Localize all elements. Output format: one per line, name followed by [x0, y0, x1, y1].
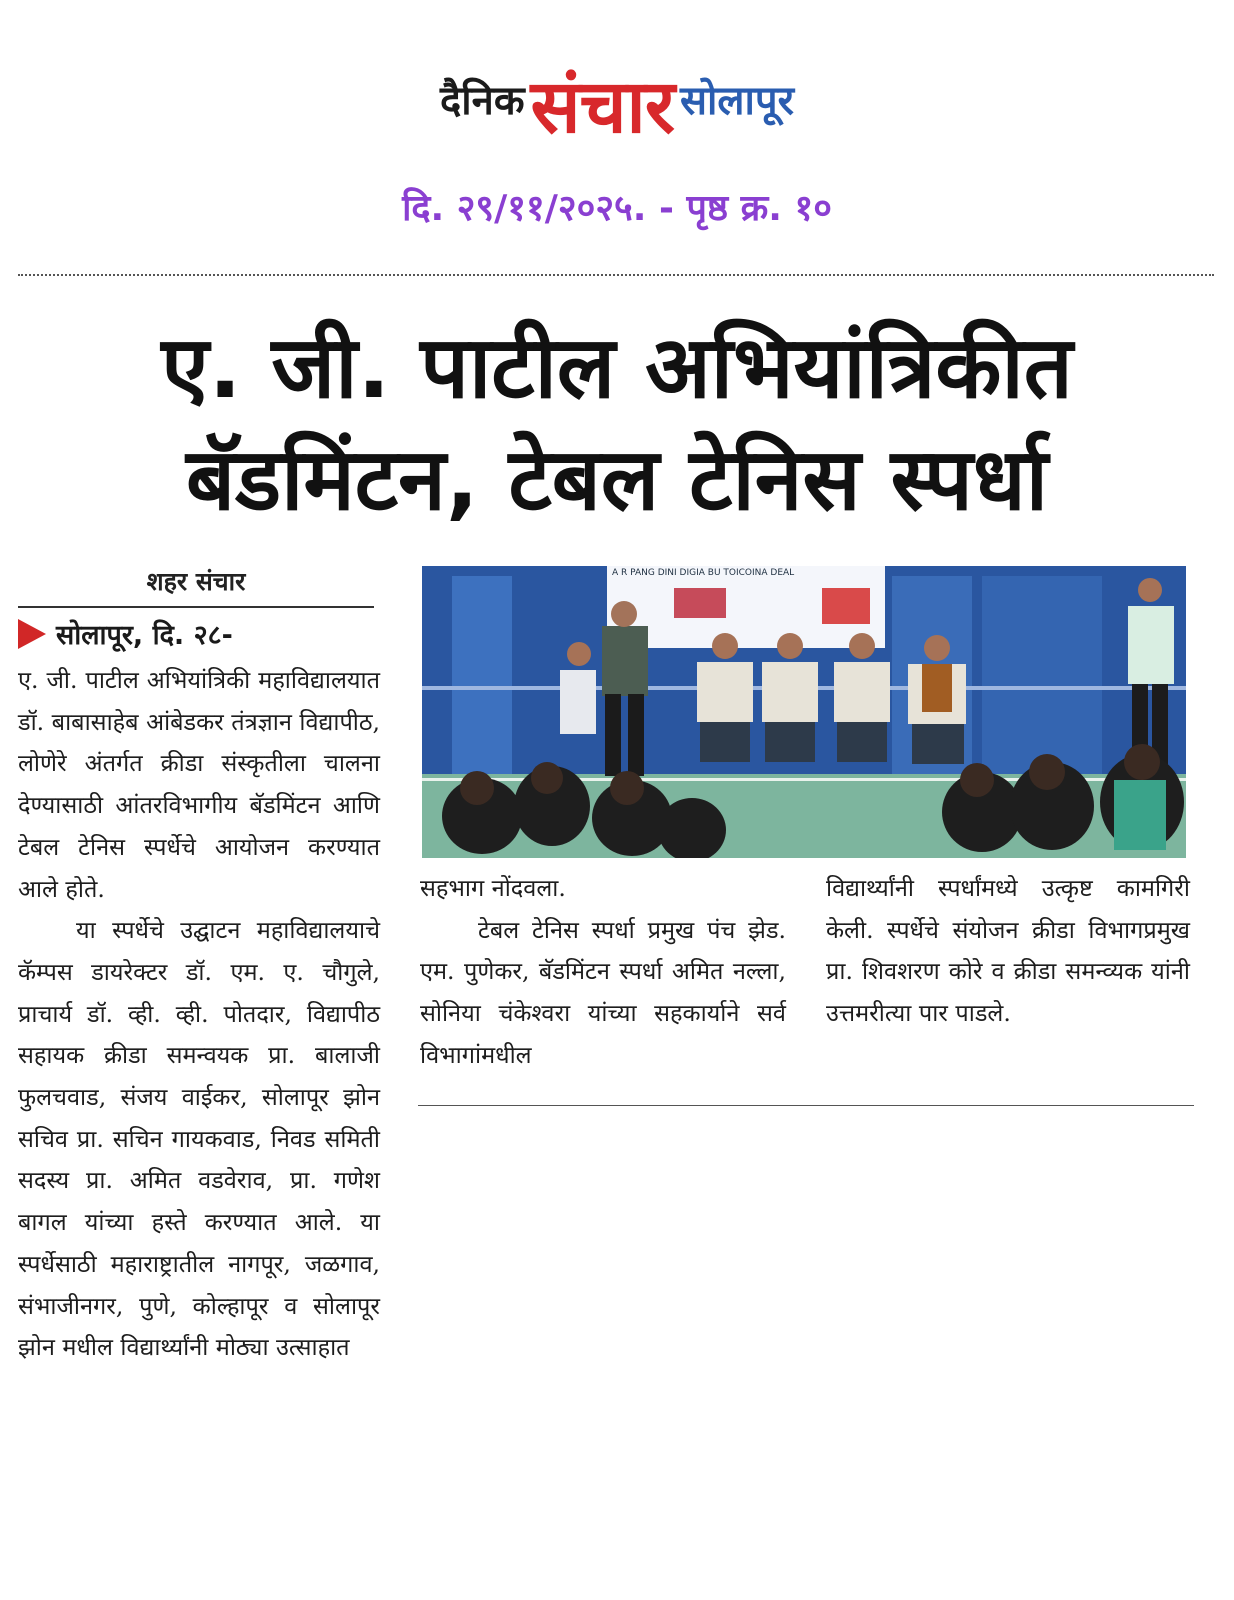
article-paragraph: या स्पर्धेचे उद्घाटन महाविद्यालयाचे कॅम्पस डायरेक्टर डॉ. एम. ए. चौगुले, प्राचार्य डॉ. व्ही. व्ही. पोतदार, विद्यापीठ सहायक क्रीडा समन्वयक प्रा. बालाजी फुलचवाड, संजय वाईकर, सोलापूर झोन सचिव प्रा. सचिन गायकवाड, निवड समिती सदस्य प्रा. अमित वडवेराव, प्रा. गणेश बागल यांच्या हस्ते करण्यात आले. या स्पर्धेसाठी महाराष्ट्रातील नागपूर, जळगाव, संभाजीनगर, पुणे, कोल्हापूर व सोलापूर झोन मधील विद्यार्थ्यांनी मोठ्या उत्साहात: [18, 916, 380, 1362]
masthead: [0, 64, 1234, 150]
article-column-left: [18, 660, 380, 1369]
logo-suffix: सोलापूर: [680, 78, 794, 124]
logo-name: संचार: [530, 64, 674, 150]
article-end-divider: [418, 1105, 1194, 1106]
issue-dateline: दि. २९/११/२०२५. - पृष्ठ क्र. १०: [402, 188, 832, 229]
event-stage-photo-icon: [422, 566, 1186, 858]
article-paragraph: विद्यार्थ्यांनी स्पर्धांमध्ये उत्कृष्ट कामगिरी केली. स्पर्धेचे संयोजन क्रीडा विभागप्रमुख प्रा. शिवशरण कोरे व क्रीडा समन्व्यक यांनी उत्तमरीत्या पार पाडले.: [826, 874, 1190, 1028]
place-dateline: [18, 615, 233, 652]
section-label: शहर संचार: [18, 564, 374, 608]
article-paragraph: ए. जी. पाटील अभियांत्रिकी महाविद्यालयात डॉ. बाबासाहेब आंबेडकर तंत्रज्ञान विद्यापीठ, लोणेरे अंतर्गत क्रीडा संस्कृतीला चालना देण्यासाठी आंतरविभागीय बॅडमिंटन आणि टेबल टेनिस स्पर्धेचे आयोजन करण्यात आले होते.: [18, 666, 380, 903]
logo-prefix: दैनिक: [440, 78, 525, 124]
banner-text: A R PANG DINI DIGIA BU TOICOINA DEAL: [612, 568, 795, 578]
article-headline: [0, 312, 1234, 536]
article-column-right: [826, 868, 1190, 1035]
place-date-text: सोलापूर, दि. २८-: [56, 620, 233, 651]
headline-line-2: बॅडमिंटन, टेबल टेनिस स्पर्धा: [185, 430, 1049, 530]
event-photo: [422, 566, 1186, 858]
newspaper-logo: [440, 64, 794, 150]
masthead-divider: [18, 274, 1214, 276]
article-column-middle: [420, 868, 786, 1077]
headline-line-1: ए. जी. पाटील अभियांत्रिकीत: [161, 318, 1073, 418]
article-paragraph: सहभाग नोंदवला.: [420, 874, 566, 902]
article-paragraph: टेबल टेनिस स्पर्धा प्रमुख पंच झेड. एम. पुणेकर, बॅडमिंटन स्पर्धा अमित नल्ला, सोनिया चंकेश्वरा यांच्या सहकार्याने सर्व विभागांमधील: [420, 915, 786, 1069]
arrow-icon: [18, 619, 46, 649]
